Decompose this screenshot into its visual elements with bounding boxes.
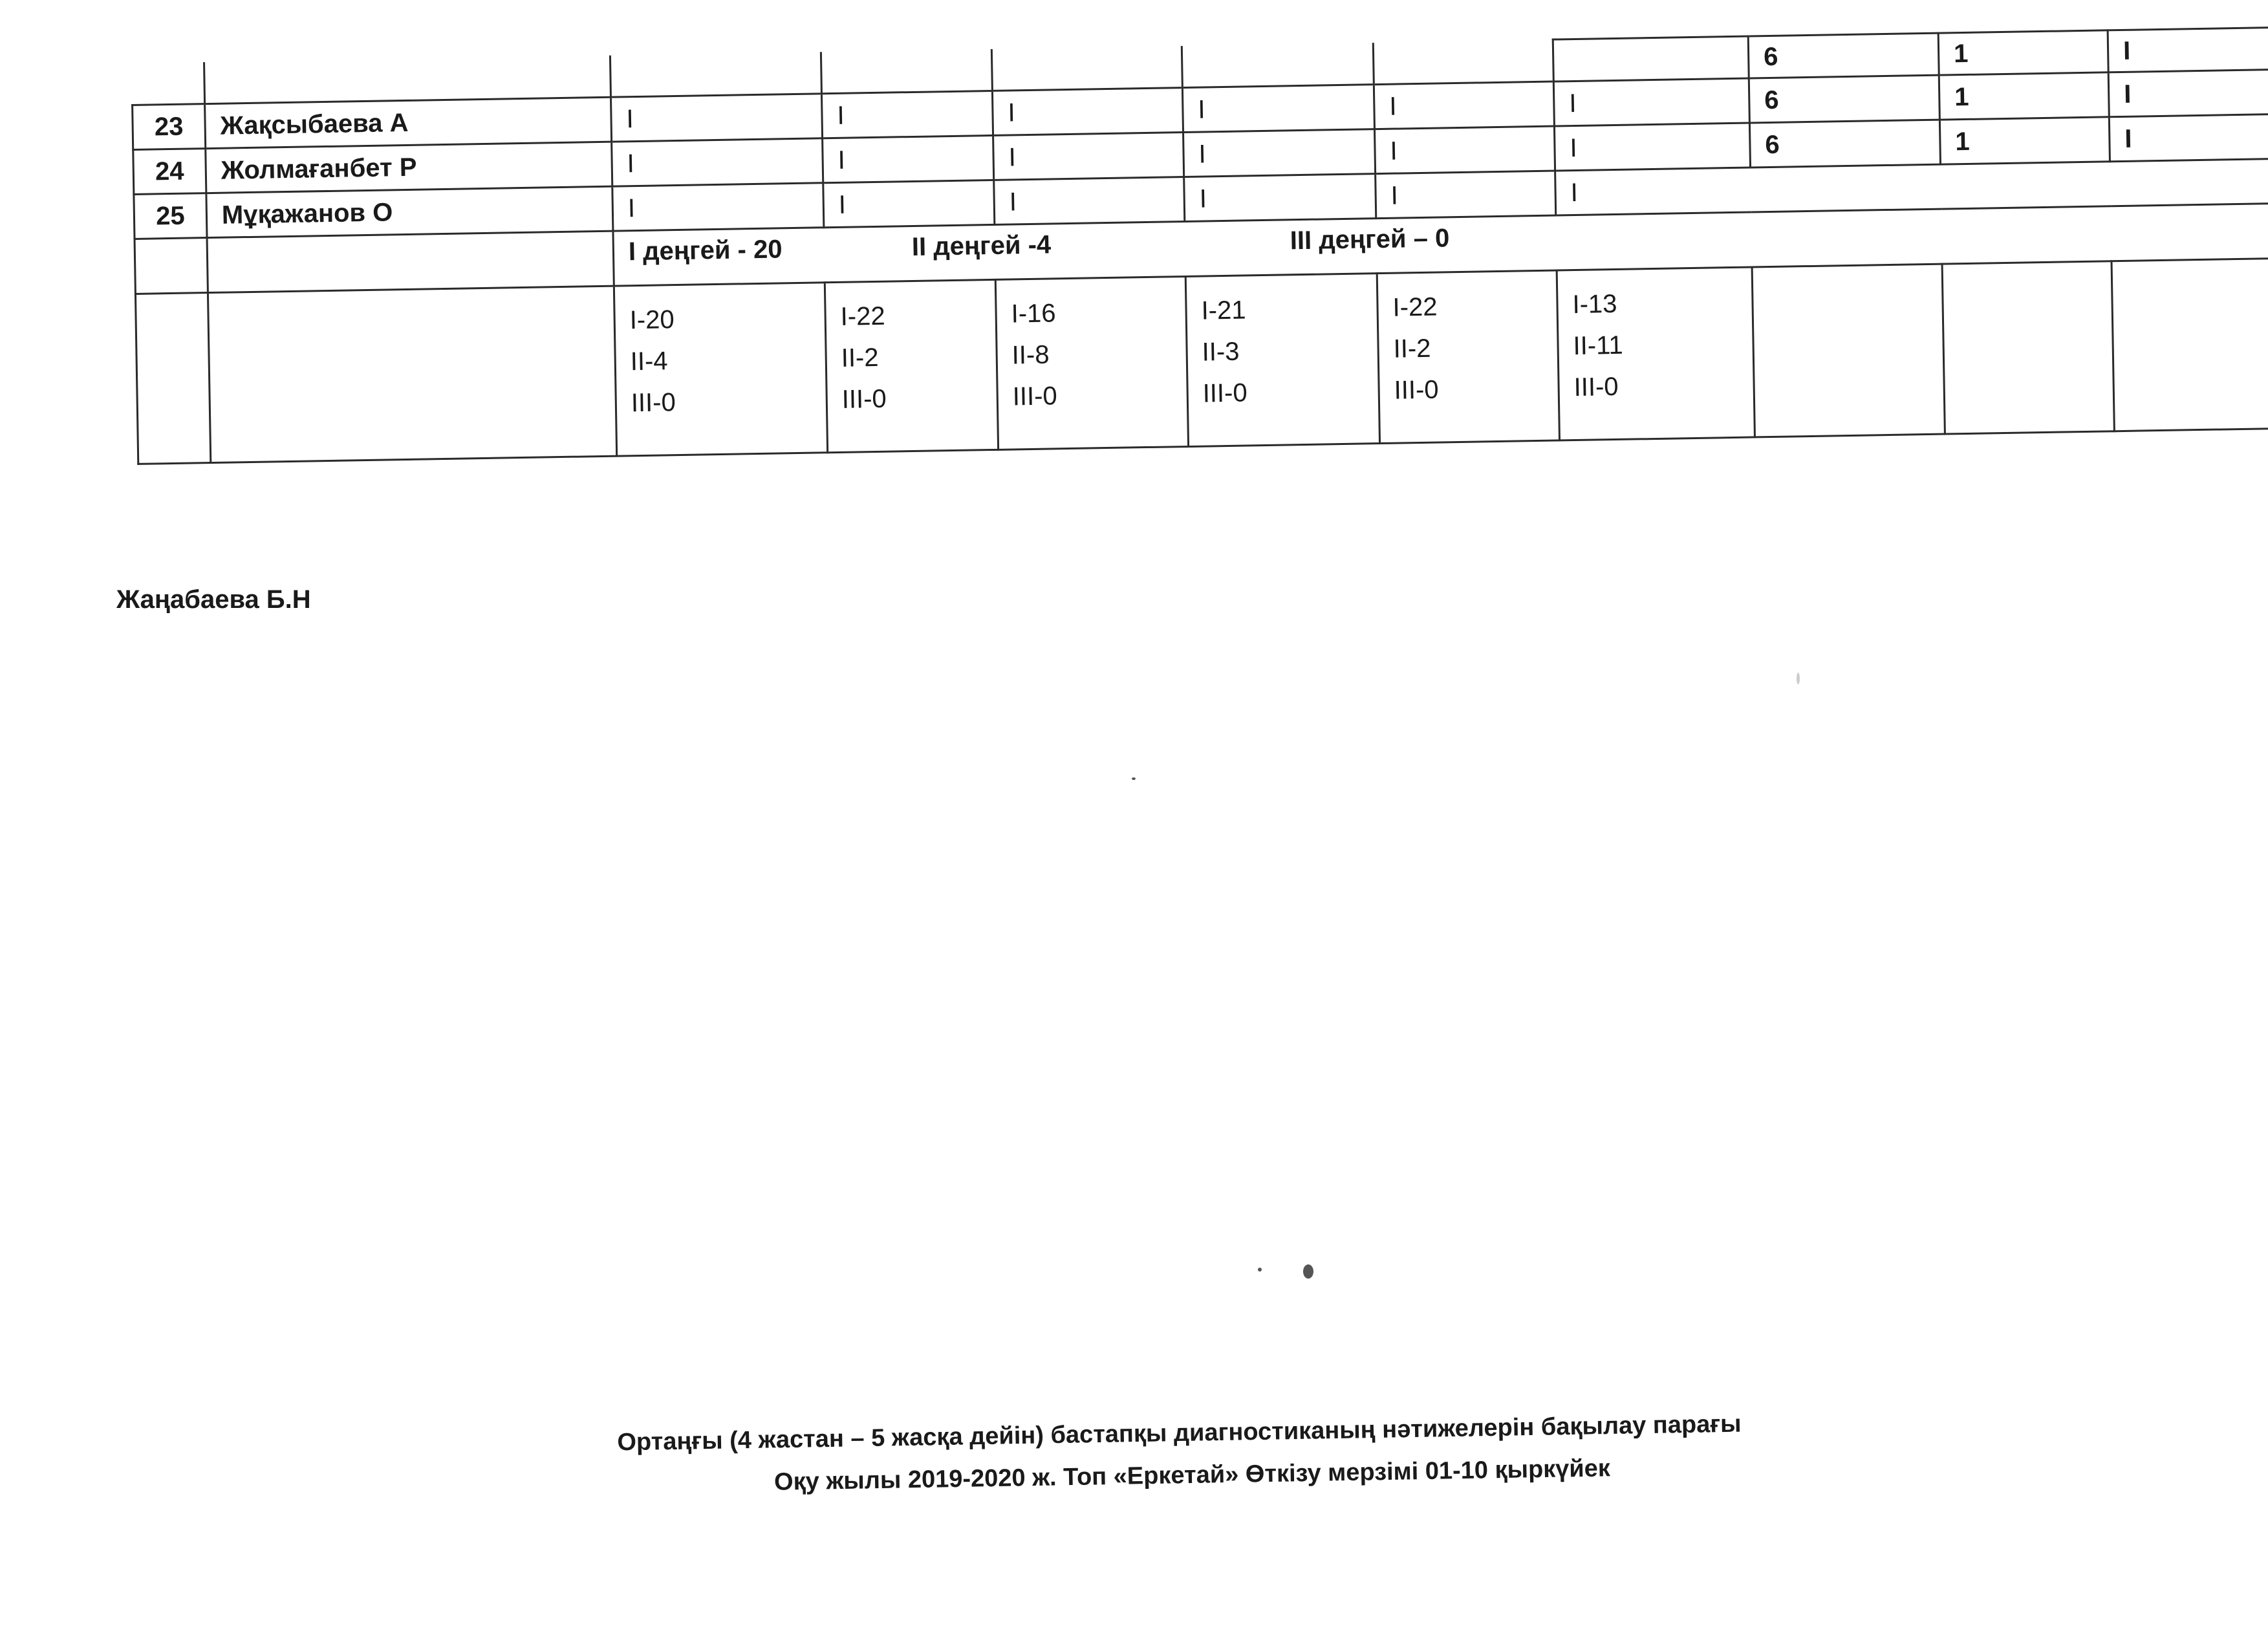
- cell: [2111, 259, 2268, 431]
- cell: [135, 238, 208, 294]
- cell-mark: I: [1182, 85, 1374, 133]
- cell: [1752, 264, 1945, 437]
- student-name: Жолмағанбет Р: [206, 142, 612, 193]
- student-name: Мұқажанов О: [206, 186, 613, 237]
- cell-mark: I: [1376, 171, 1556, 219]
- summary-level-1: I-22: [1392, 292, 1438, 322]
- cell-mark: I: [823, 180, 995, 227]
- scan-speck: [1797, 673, 1800, 684]
- cell: [991, 46, 1182, 91]
- cell-mark: I: [993, 133, 1184, 180]
- teacher-signature: Жаңабаева Б.Н: [116, 585, 311, 614]
- sheet-title: Ортаңғы (4 жастан – 5 жасқа дейін) бастапқы диагностиканың нәтижелерін бақылау парағы: [617, 1410, 1742, 1456]
- cell: [204, 55, 611, 103]
- summary-level-2: II-2: [841, 343, 879, 373]
- cell-mark: 1: [1939, 117, 2110, 164]
- cell-mark: I: [1553, 78, 1749, 126]
- summary-level-1: I-21: [1201, 296, 1246, 325]
- summary-cell: [614, 283, 827, 456]
- summary-level-3: III-0: [1394, 375, 1439, 405]
- cell: [135, 293, 210, 464]
- summary-level-1: I-20: [629, 305, 675, 335]
- summary-level-3: III-0: [841, 384, 887, 414]
- summary-level-2: II-2: [1393, 334, 1431, 363]
- student-name: Жақсыбаева А: [205, 97, 612, 148]
- row-number: 25: [134, 193, 207, 239]
- cell-mark: I: [612, 183, 824, 231]
- scan-speck: [1303, 1264, 1313, 1279]
- cell-mark: I: [1183, 129, 1376, 177]
- cell-mark: I: [1555, 168, 1751, 215]
- cell: [610, 52, 821, 97]
- summary-level-2: II-3: [1202, 337, 1240, 367]
- level-2-count: II деңгей -4: [911, 230, 1052, 262]
- cell: [1182, 43, 1374, 88]
- summary-row: [135, 259, 2268, 464]
- diagnostics-table-wrap: [131, 27, 2268, 465]
- cell-mark: [1553, 36, 1749, 81]
- summary-cell: [995, 277, 1188, 450]
- summary-level-2: II-8: [1011, 340, 1050, 370]
- cell-mark: 6: [1749, 75, 1939, 123]
- cell: [1942, 261, 2114, 434]
- cell-mark: I: [612, 138, 823, 186]
- summary-cell: [1185, 274, 1379, 447]
- summary-level-3: III-0: [631, 388, 676, 418]
- summary-cell: [1377, 270, 1559, 444]
- scan-speck: [1258, 1268, 1262, 1272]
- cell-mark: I: [1374, 126, 1555, 174]
- cell-mark: I: [2108, 28, 2268, 72]
- cell-mark: I: [2109, 114, 2268, 162]
- summary-level-3: III-0: [1012, 382, 1058, 411]
- summary-cell: [1557, 267, 1755, 440]
- cell: [207, 231, 614, 292]
- sheet-subtitle: Оқу жылы 2019-2020 ж. Топ «Еркетай» Өткізу мерзімі 01-10 қыркүйек: [773, 1455, 1611, 1496]
- level-1-count: I деңгей - 20: [628, 235, 783, 266]
- cell-mark: 1: [1939, 72, 2109, 120]
- summary-level-3: III-0: [1573, 372, 1619, 402]
- summary-level-1: I-13: [1572, 289, 1617, 319]
- summary-cell: [825, 279, 998, 452]
- cell: [208, 286, 616, 462]
- cell-mark: I: [1184, 174, 1376, 222]
- cell-mark: 6: [1749, 120, 1940, 168]
- cell-mark: I: [1374, 81, 1554, 129]
- cell-mark: [2110, 159, 2268, 206]
- summary-level-2: II-11: [1573, 330, 1624, 361]
- cell: [1373, 39, 1553, 85]
- cell-mark: [1751, 164, 1941, 212]
- cell: [821, 49, 992, 93]
- cell-mark: 6: [1748, 33, 1939, 78]
- scan-speck: [1132, 777, 1136, 780]
- cell-mark: 1: [1938, 30, 2108, 75]
- cell-mark: I: [992, 88, 1183, 136]
- cell-mark: I: [994, 177, 1185, 225]
- level-3-count: III деңгей – 0: [1290, 224, 1450, 255]
- summary-level-1: I-22: [840, 301, 885, 331]
- row-number: 23: [133, 104, 206, 150]
- summary-level-2: II-4: [630, 347, 668, 376]
- cell: [132, 62, 205, 105]
- cell-mark: I: [2108, 70, 2268, 117]
- diagnostics-table: [131, 27, 2268, 465]
- summary-level-1: I-16: [1011, 299, 1056, 329]
- row-number: 24: [133, 149, 206, 195]
- cell-mark: I: [611, 94, 823, 142]
- cell-mark: I: [1554, 123, 1750, 171]
- summary-level-3: III-0: [1202, 378, 1247, 408]
- cell-mark: [1941, 162, 2111, 209]
- cell-mark: I: [823, 135, 994, 182]
- cell-mark: I: [821, 91, 993, 138]
